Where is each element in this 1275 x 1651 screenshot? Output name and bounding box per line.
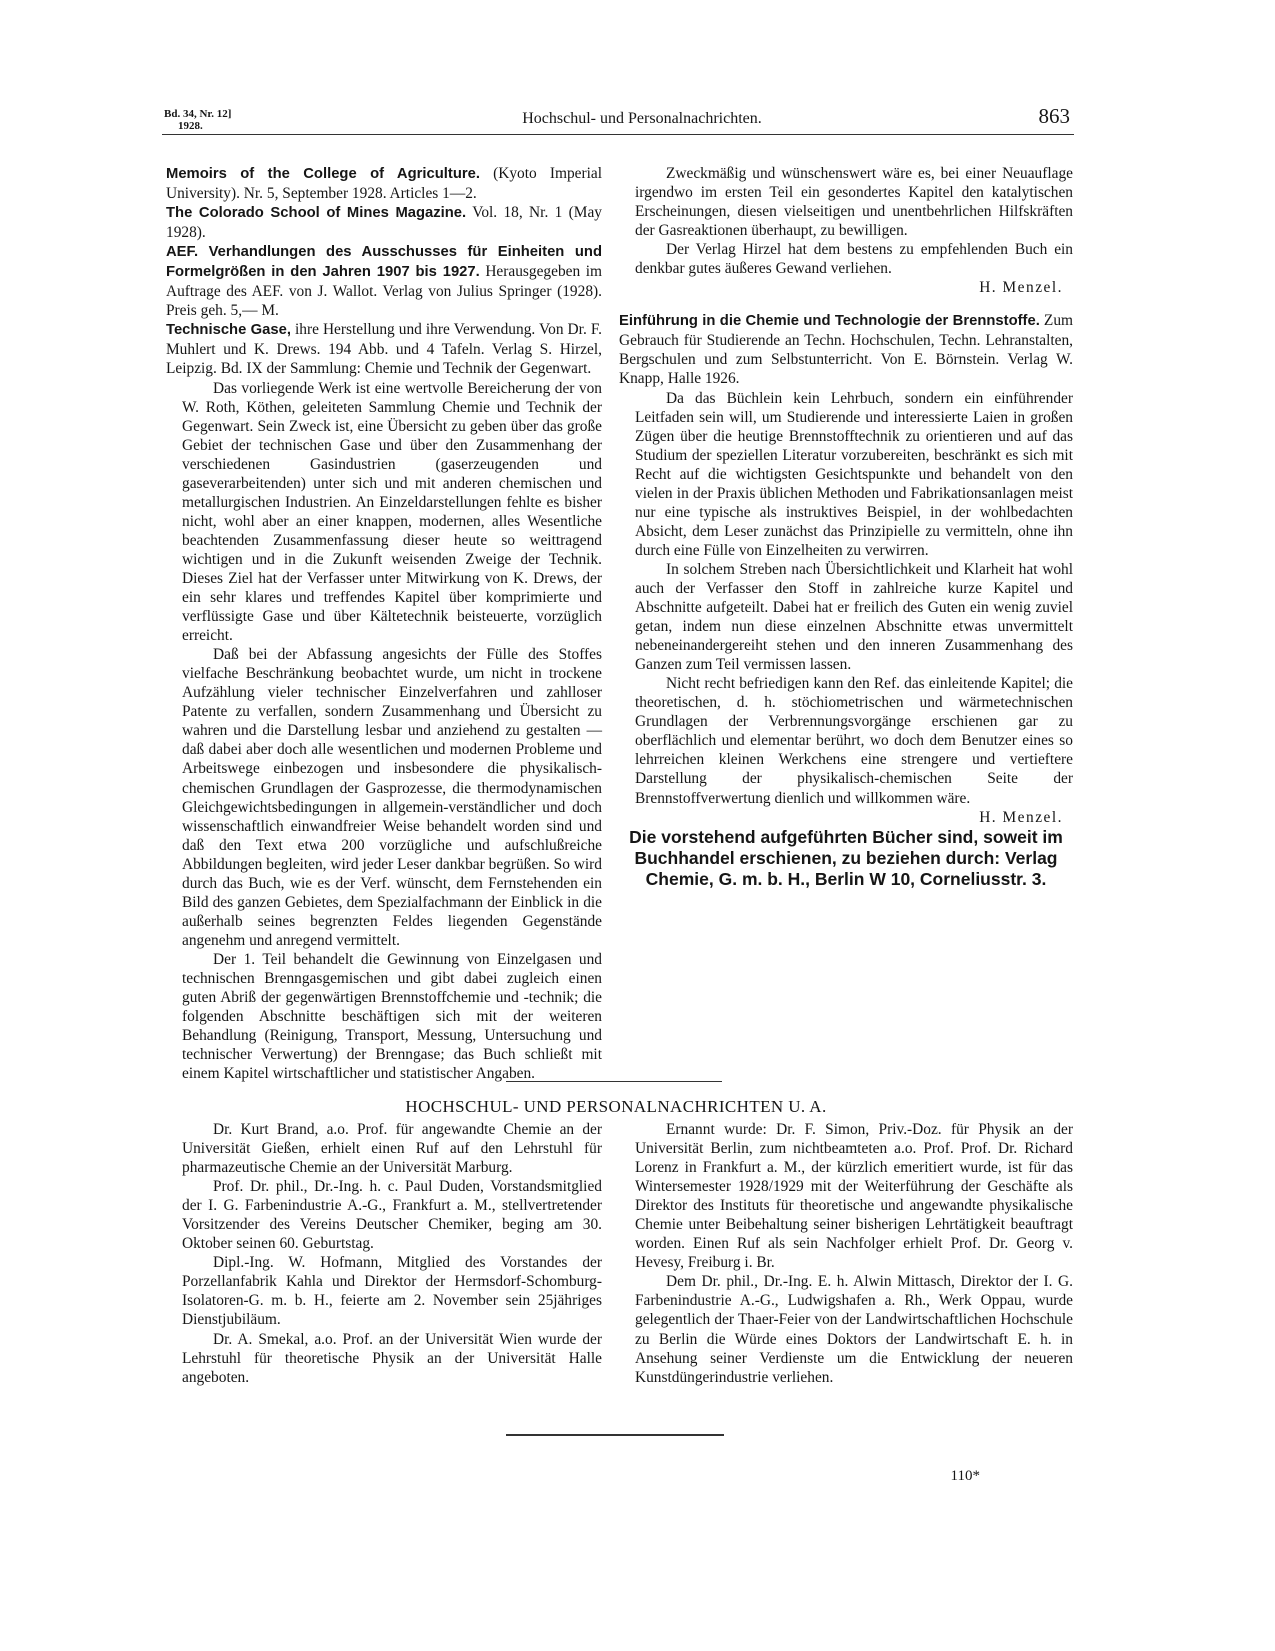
book-details: ihre Herstellung und ihre Verwendung. Von Dr. F. Muhlert und K. Drews. 194 Abb. und 4 Tafeln. Verlag S. Hirzel, Leipzig. Bd. IX der Sammlung: Chemie und Technik der Gegenwart. bbox=[166, 321, 603, 378]
review-paragraph: Der Verlag Hirzel hat dem bestens zu empfehlenden Buch ein denkbar gutes äußeres Gewand verliehen. bbox=[635, 241, 1073, 278]
news-item: Prof. Dr. phil., Dr.-Ing. h. c. Paul Duden, Vorstandsmitglied der I. G. Farbenindustrie A.-G., Frankfurt a. M., stellvertretender Vorsitzender des Vereins Deutscher Chemiker, beging am 30. Oktober seinen 60. Geburtstag. bbox=[182, 1178, 602, 1253]
review-technische-gase bbox=[166, 379, 602, 1084]
news-list bbox=[166, 1120, 602, 1387]
book-entry-technische-gase bbox=[166, 320, 602, 378]
review-paragraph: Daß bei der Abfassung angesichts der Fülle des Stoffes vielfache Beschränkung beobachtet wurde, um nicht in trockene Aufzählung vieler technischer Einzelverfahren und zahlloser Patente zu verfallen, sondern Zusammenhang und Übersicht zu wahren und die Darstellung lesbar und anziehend zu gestalten — daß dabei aber doch alle wesentlichen und modernen Probleme und Arbeitswege einbezogen und insbesondere die physikalisch-chemischen Grundlagen der Gasprozesse, die thermodynamischen Gleichgewichtsbedingungen in allgemein-verständlicher und doch wissenschaftlich einwandfreier Weise behandelt worden sind und daß den Text etwa 200 vorzügliche und aufschlußreiche Abbildungen begleiten, wird jeder Leser dankbar begrüßen. So wird durch das Buch, wie es der Verf. wünscht, dem Fernstehenden ein Bild des ganzen Gebietes, dem Spezialfachmann der Einblick in die außerhalb seines begrenzten Feldes liegenden Gegenstände angenehm und anregend vermittelt. bbox=[182, 646, 602, 949]
review-paragraph: Da das Büchlein kein Lehrbuch, sondern ein einführender Leitfaden sein will, um Studierende und interessierte Laien in großen Zügen über die heutige Brennstofftechnik zu orientieren und auf das Studium der speziellen Literatur vorzubereiten, beschränkt es sich mit Recht auf die wichtigsten Gesichtspunkte und behandelt von den vielen in der Praxis üblichen Methoden und Fabrikationsanlagen meist nur eine typische als instruktives Beispiel, in der wohlbedachten Absicht, dem Leser zunächst das Prinzipielle zu vermitteln, ohne ihn durch eine Fülle von Einzelheiten zu verwirren. bbox=[635, 389, 1073, 559]
news-item: Dem Dr. phil., Dr.-Ing. E. h. Alwin Mittasch, Direktor der I. G. Farbenindustrie A.-G., Ludwigshafen a. Rh., Werk Oppau, wurde gelegentlich der Thaer-Feier von der Landwirtschaftlichen Hochschule zu Berlin die Würde eines Doktors der Landwirtschaft E. h. in Ansehung seiner Verdienste um die Entwicklung der neueren Kunstdüngerindustrie verliehen. bbox=[635, 1273, 1073, 1386]
book-entry-aef bbox=[166, 242, 602, 320]
book-entry-colorado bbox=[166, 203, 602, 242]
year-label: 1928. bbox=[178, 120, 203, 132]
news-item: Ernannt wurde: Dr. F. Simon, Priv.-Doz. für Physik an der Universität Berlin, zum nichtbeamteten a.o. Prof. Prof. Dr. Richard Lorenz in Frankfurt a. M., der kürzlich emeritiert wurde, ist für das Wintersemester 1928/1929 mit der Weiterführung der Geschäfte als Direktor des Instituts für theoretische und angewandte physikalische Chemie unter Beibehaltung seiner bisherigen Lehrtätigkeit beauftragt worden. Einen Ruf als sein Nachfolger erhielt Prof. Dr. Georg v. Hevesy, Freiburg i. Br. bbox=[635, 1121, 1073, 1272]
signature-mark: 110* bbox=[950, 1468, 980, 1484]
book-title: Memoirs of the College of Agriculture. bbox=[166, 166, 480, 182]
review-technische-gase-continued bbox=[619, 164, 1073, 297]
review-brennstoffe bbox=[619, 389, 1073, 827]
news-right-column bbox=[619, 1120, 1073, 1387]
book-title: Technische Gase, bbox=[166, 322, 291, 339]
book-entry-brennstoffe bbox=[619, 311, 1073, 388]
book-details: Vol. 18, Nr. 1 (May 1928). bbox=[166, 204, 602, 242]
right-column bbox=[619, 164, 1073, 890]
review-paragraph: Zweckmäßig und wünschenswert wäre es, bei einer Neuauflage irgendwo im ersten Teil ein gesondertes Kapitel den katalytischen Erscheinungen, diesen vielseitigen und unentbehrlichen Hilfskräften der Gasreaktionen überhaupt, zu bewilligen. bbox=[635, 165, 1073, 240]
news-item: Dr. A. Smekal, a.o. Prof. an der Universität Wien wurde der Lehrstuhl für theoretische Physik an der Universität Halle angeboten. bbox=[182, 1330, 602, 1386]
news-list bbox=[619, 1120, 1073, 1387]
book-details: Zum Gebrauch für Studierende an Techn. Hochschulen, Techn. Lehranstalten, Bergschulen und zum Selbstunterricht. Von E. Börnstein. Verlag W. Knapp, Halle 1926. bbox=[619, 312, 1073, 388]
review-paragraph: In solchem Streben nach Übersichtlichkeit und Klarheit hat wohl auch der Verfasser den Stoff in zahlreiche kurze Kapitel und Abschnitte aufgeteilt. Dabei hat er freilich des Guten ein wenig zuviel getan, indem nun diese einzelnen Abschnitte etwas unvermittelt nebeneinandergereiht stehen und den inneren Zusammenhang des Ganzen zum Teil vermissen lassen. bbox=[635, 560, 1073, 674]
section-title: HOCHSCHUL- UND PERSONALNACHRICHTEN U. A. bbox=[405, 1097, 827, 1116]
review-signature: H. Menzel. bbox=[979, 808, 1063, 826]
left-column bbox=[166, 164, 602, 1083]
book-details: (Kyoto Imperial University). Nr. 5, September 1928. Articles 1—2. bbox=[166, 165, 602, 203]
news-left-column bbox=[166, 1120, 602, 1387]
header-rule bbox=[162, 134, 1074, 135]
publisher-notice: Die vorstehend aufgeführten Bücher sind, soweit im Buchhandel erschienen, zu beziehen durch: Verlag Chemie, G. m. b. H., Berlin W 10, Corneliusstr. 3. bbox=[629, 826, 1063, 889]
section-header: Hochschul- und Personalnachrichten. bbox=[522, 110, 762, 127]
book-title: The Colorado School of Mines Magazine. bbox=[166, 205, 467, 222]
volume-info bbox=[164, 108, 244, 132]
book-entry-memoirs bbox=[166, 164, 602, 203]
book-title: Einführung in die Chemie und Technologie der Brennstoffe. bbox=[619, 313, 1040, 330]
book-details: Herausgegeben im Auftrage des AEF. von J. Wallot. Verlag von Julius Springer (1928). Preis geh. 5,— M. bbox=[166, 263, 602, 320]
review-paragraph: Nicht recht befriedigen kann den Ref. das einleitende Kapitel; die theoretischen, d. h. stöchiometrischen und wärmetechnischen Grundlagen der Verbrennungsvorgänge erschienen gar zu oberflächlich und elementar berührt, wo doch dem Benutzer eines so lehrreichen kleinen Werkchens eine strengere und vertieftere Darstellung der physikalisch-chemischen Seite der Brennstoffverwertung dienlich und willkommen wäre. bbox=[635, 675, 1073, 807]
section-divider bbox=[506, 1081, 722, 1082]
footer-rule bbox=[506, 1434, 724, 1436]
news-item: Dipl.-Ing. W. Hofmann, Mitglied des Vorstandes der Porzellanfabrik Kahla und Direktor der Hermsdorf-Schomburg-Isolatoren-G. m. b. H., feierte am 2. November sein 25jähriges Dienstjubiläum. bbox=[182, 1254, 602, 1329]
review-paragraph: Das vorliegende Werk ist eine wertvolle Bereicherung der von W. Roth, Köthen, geleiteten Sammlung Chemie und Technik der Gegenwart. Sein Zweck ist, eine Übersicht zu geben über das große Gebiet der technischen Gase und über den Zusammenhang der verschiedenen Gasindustrien (gaserzeugenden und gaseverarbeitenden) unter sich und mit anderen chemischen und metallurgischen Industrien. An Einzeldarstellungen fehlte es bisher nicht, wohl aber an einer knappen, modernen, alles Wesentliche beachtenden Zusammenfassung dieser heute so weittragend wichtigen und in die Zukunft weisenden Zweige der Technik. Dieses Ziel hat der Verfasser unter Mitwirkung von K. Drews, der ein sehr klares und treffendes Kapitel über komprimierte und verflüssigte Gase und über Kältetechnik beisteuerte, vorzüglich erreicht. bbox=[182, 379, 602, 645]
news-item: Dr. Kurt Brand, a.o. Prof. für angewandte Chemie an der Universität Gießen, erhielt einen Ruf auf den Lehrstuhl für pharmazeutische Chemie an der Universität Marburg. bbox=[182, 1121, 602, 1177]
book-title: AEF. Verhandlungen des Ausschusses für Einheiten und Formelgrößen in den Jahren 1907 bis 1927. bbox=[166, 244, 602, 281]
review-signature: H. Menzel. bbox=[979, 279, 1063, 297]
page-number: 863 bbox=[1038, 104, 1070, 128]
review-paragraph: Der 1. Teil behandelt die Gewinnung von Einzelgasen und technischen Brenngasgemischen und gibt dabei zugleich einen guten Abriß der gegenwärtigen Brennstoffchemie und -technik; die folgenden Abschnitte beschäftigen sich mit der weiteren Behandlung (Reinigung, Transport, Messung, Untersuchung und technischer Verwertung) der Brenngase; das Buch schließt mit einem Kapitel wirtschaftlicher und statistischer Angaben. bbox=[182, 950, 602, 1083]
volume-label: Bd. 34, Nr. 12] bbox=[164, 108, 232, 120]
